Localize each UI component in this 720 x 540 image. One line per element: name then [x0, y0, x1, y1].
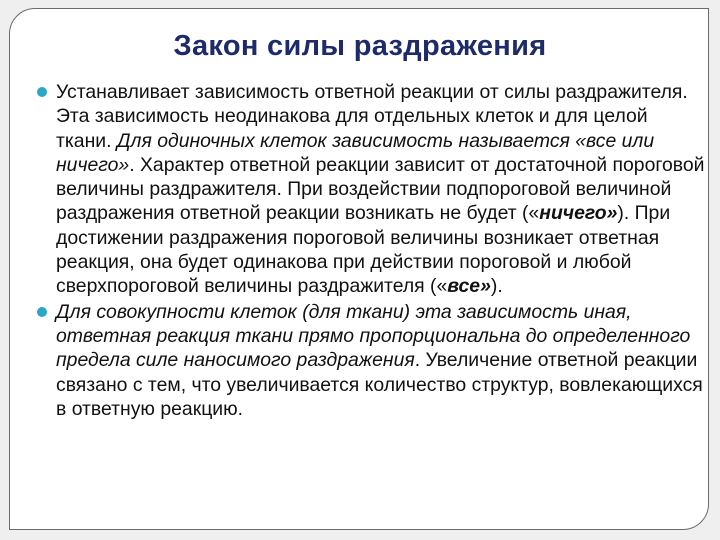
- paragraph-text: . Характер ответной реакции зависит от достаточной пороговой величины раздражителя. При воздействии подпороговой величиной раздражения ответной реакции возникать не будет («: [56, 153, 705, 225]
- bullet-paragraph-2: [56, 300, 706, 421]
- paragraph-text: ).: [490, 275, 503, 298]
- bullet-icon: [37, 307, 47, 317]
- bullet-paragraph-1: [56, 80, 706, 299]
- paragraph-italic-text: Для совокупности клеток (для ткани) эта зависимость иная, ответная реакция ткани прямо пропорциональна до определенного предела силе наносимого раздражения: [56, 300, 691, 372]
- paragraph-emphasis-text: ничего»: [539, 202, 618, 225]
- paragraph-italic-text: Для одиночных клеток зависимость называется «все или ничего»: [56, 129, 655, 176]
- paragraph-text: Устанавливает зависимость ответной реакции от силы раздражителя. Эта зависимость неодинакова для отдельных клеток и для целой ткани.: [56, 81, 688, 152]
- paragraph-text: . Увеличение ответной реакции связано с тем, что увеличивается количество структур, вовлекающихся в ответную реакцию.: [56, 349, 703, 420]
- paragraph-emphasis-text: все»: [447, 275, 491, 298]
- bullet-icon: [37, 87, 47, 97]
- paragraph-text: ). При достижении раздражения пороговой величины возникает ответная реакция, она будет одинакова при действии пороговой и любой сверхпороговой величины раздражителя («: [56, 202, 671, 298]
- slide-title: Закон силы раздражения: [173, 30, 547, 62]
- slide-body: [56, 80, 706, 421]
